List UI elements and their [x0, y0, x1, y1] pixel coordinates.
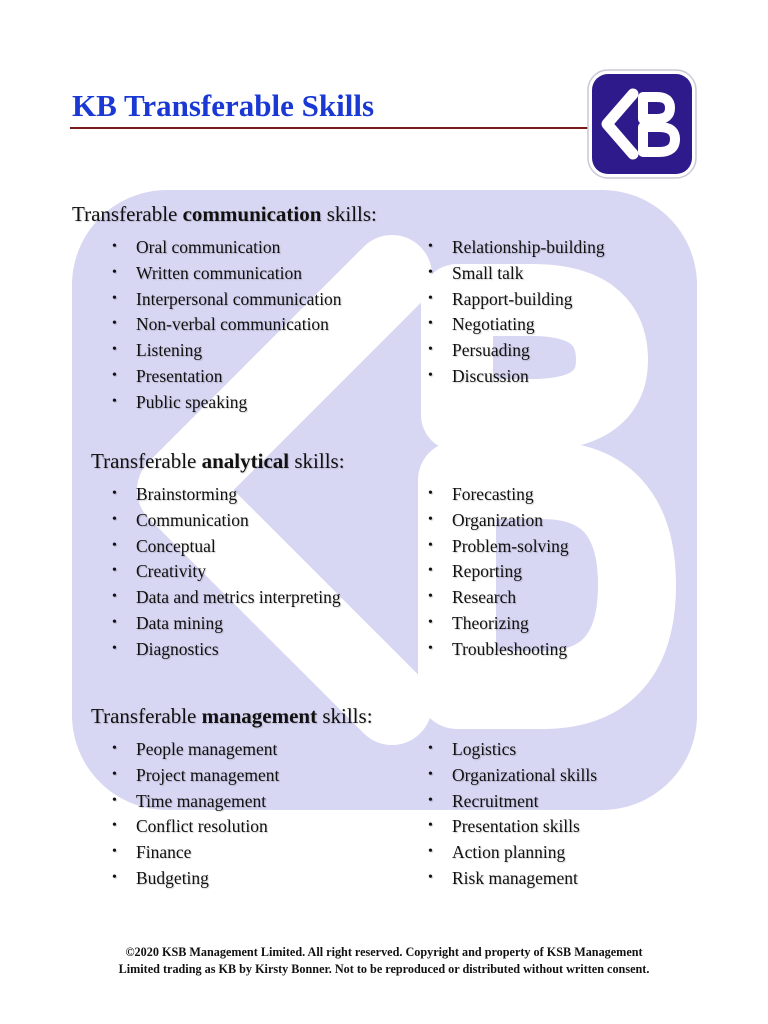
skills-list-right: [428, 483, 569, 664]
list-item: • Data mining: [112, 612, 223, 633]
list-item: • Reporting: [428, 561, 522, 582]
page-title: KB Transferable Skills: [72, 88, 375, 123]
list-item: • Organizational skills: [428, 764, 597, 785]
list-item: • Negotiating: [428, 314, 535, 335]
list-item: • Persuading: [428, 340, 530, 361]
list-item: • Forecasting: [428, 484, 534, 504]
list-item: • Action planning: [428, 842, 566, 863]
list-item: • Organization: [428, 509, 544, 530]
title-underline: [70, 127, 590, 129]
list-item: • Rapport-building: [428, 288, 573, 309]
list-item: • Troubleshooting: [428, 638, 568, 659]
list-item: • Finance: [112, 842, 192, 863]
skills-list-right: [428, 236, 605, 391]
list-item: • Discussion: [428, 365, 529, 386]
list-item: • Public speaking: [112, 391, 248, 412]
skills-list-left: [112, 483, 341, 664]
footer-line-1: ©2020 KSB Management Limited. All right reserved. Copyright and property of KSB Management: [125, 945, 643, 959]
kb-logo: [587, 69, 697, 179]
list-item: • People management: [112, 739, 278, 759]
list-item: • Logistics: [428, 739, 517, 759]
list-item: • Relationship-building: [428, 237, 605, 257]
skills-list-left: [112, 738, 279, 893]
list-item: • Written communication: [112, 262, 302, 283]
list-item: • Conflict resolution: [112, 816, 268, 837]
skills-list-left: [112, 236, 342, 417]
list-item: • Interpersonal communication: [112, 288, 342, 309]
list-item: • Brainstorming: [112, 484, 238, 504]
section-heading: Transferable management skills:: [91, 704, 373, 728]
footer-line-2: Limited trading as KB by Kirsty Bonner. Not to be reproduced or distributed without written consent.: [118, 962, 650, 976]
list-item: • Project management: [112, 764, 280, 785]
list-item: • Research: [428, 587, 517, 608]
list-item: • Theorizing: [428, 612, 529, 633]
list-item: • Small talk: [428, 262, 524, 283]
list-item: • Communication: [112, 509, 249, 530]
list-item: • Listening: [112, 340, 203, 361]
list-item: • Oral communication: [112, 237, 281, 257]
list-item: • Budgeting: [112, 867, 209, 888]
list-item: • Problem-solving: [428, 535, 569, 556]
copyright-footer: [40, 944, 728, 978]
list-item: • Presentation: [112, 365, 223, 386]
list-item: • Non-verbal communication: [112, 314, 329, 335]
skills-list-right: [428, 738, 597, 893]
list-item: • Recruitment: [428, 790, 539, 811]
list-item: • Conceptual: [112, 535, 216, 556]
list-item: • Time management: [112, 790, 267, 811]
section-heading: Transferable analytical skills:: [91, 449, 345, 473]
section-heading: Transferable communication skills:: [72, 202, 377, 226]
list-item: • Creativity: [112, 561, 206, 582]
list-item: • Data and metrics interpreting: [112, 587, 341, 608]
list-item: • Diagnostics: [112, 638, 219, 659]
list-item: • Risk management: [428, 867, 578, 888]
list-item: • Presentation skills: [428, 816, 580, 837]
